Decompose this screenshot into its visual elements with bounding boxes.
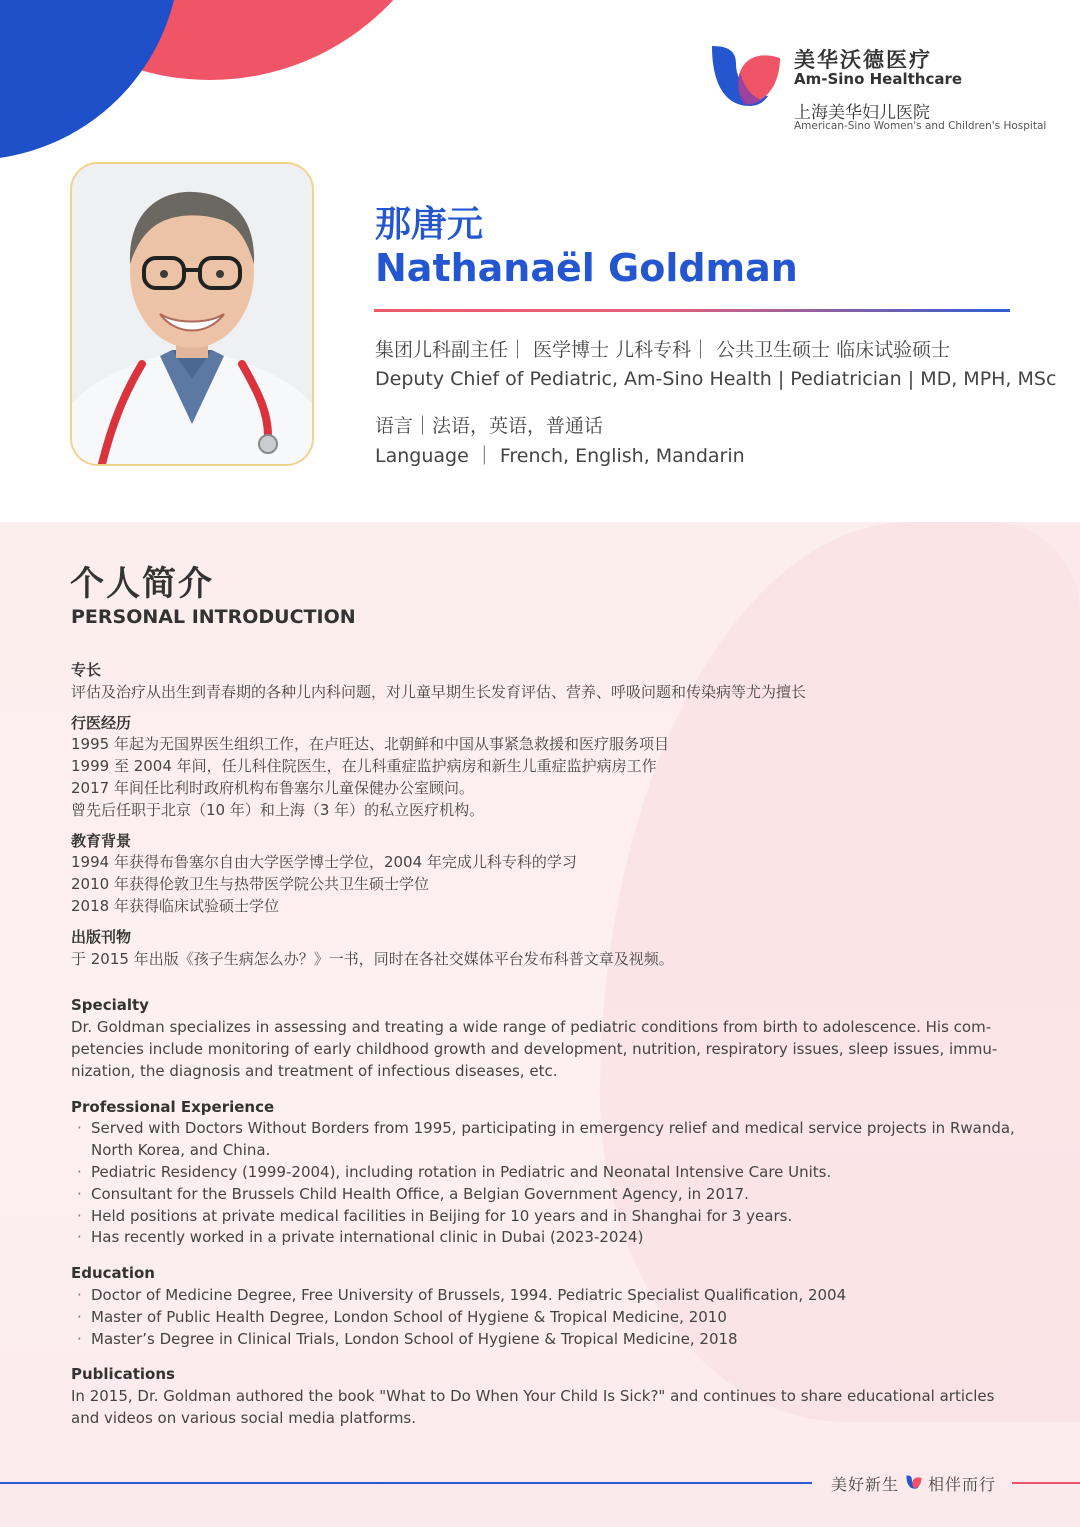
english-introduction xyxy=(71,995,1016,1429)
hospital-logo xyxy=(710,42,1050,142)
cn-specialty-text: 评估及治疗从出生到青春期的各种儿内科问题，对儿童早期生长发育评估、营养、呼吸问题和传染病等尤为擅长 xyxy=(71,682,807,701)
logo-hospital-chinese: 上海美华妇儿医院 xyxy=(794,103,930,123)
introduction-body xyxy=(71,660,1016,1444)
cn-education-heading: 教育背景 xyxy=(71,831,132,850)
list-item: · Has recently worked in a private international clinic in Dubai (2023-2024) xyxy=(71,1227,1016,1249)
doctor-chinese-name: 那唐元 xyxy=(375,204,484,245)
logo-hospital-english: American-Sino Women's and Children's Hospital xyxy=(794,120,1047,132)
decorative-blue-circle xyxy=(0,0,180,160)
en-publications-block xyxy=(71,1364,1016,1429)
cn-publications-heading: 出版刊物 xyxy=(71,927,132,946)
logo-chinese-name: 美华沃德医疗 xyxy=(794,48,932,72)
chinese-introduction xyxy=(71,660,1016,970)
en-experience-heading: Professional Experience xyxy=(71,1097,275,1116)
list-item: 2010 年获得伦敦卫生与热带医学院公共卫生硕士学位 xyxy=(71,875,429,894)
en-specialty-heading: Specialty xyxy=(71,996,149,1015)
list-item: · Master of Public Health Degree, London School of Hygiene & Tropical Medicine, 2010 xyxy=(71,1307,1016,1329)
doctor-language-english: Language ｜ French, English, Mandarin xyxy=(375,445,745,467)
brand-mark-icon xyxy=(906,1474,922,1490)
list-item: · Served with Doctors Without Borders from 1995, participating in emergency relief and medical service projects in Rwanda, North Korea, and China. xyxy=(71,1118,1016,1162)
list-item: 1994 年获得布鲁塞尔自由大学医学博士学位，2004 年完成儿科专科的学习 xyxy=(71,853,577,872)
cn-experience-block xyxy=(71,713,1016,822)
cn-specialty-heading: 专长 xyxy=(71,661,102,679)
en-publications-heading: Publications xyxy=(71,1365,175,1384)
cn-experience-heading: 行医经历 xyxy=(71,713,132,732)
doctor-english-name: Nathanaël Goldman xyxy=(375,246,798,290)
list-item: · Consultant for the Brussels Child Health Office, a Belgian Government Agency, in 2017. xyxy=(71,1184,1016,1206)
logo-english-name: Am-Sino Healthcare xyxy=(794,70,963,88)
footer-slogan-right: 相伴而行 xyxy=(928,1475,997,1494)
name-divider xyxy=(374,309,1010,312)
en-education-heading: Education xyxy=(71,1264,155,1283)
section-title-english: PERSONAL INTRODUCTION xyxy=(71,606,356,628)
cn-education-block xyxy=(71,831,1016,918)
list-item: 1999 至 2004 年间，任儿科住院医生，在儿科重症监护病房和新生儿重症监护病房工作 xyxy=(71,757,657,776)
footer-blue-line xyxy=(0,1482,812,1484)
section-title-chinese: 个人简介 xyxy=(70,564,214,604)
footer-red-line xyxy=(1012,1482,1080,1484)
list-item: · Pediatric Residency (1999-2004), including rotation in Pediatric and Neonatal Intensive Care Units. xyxy=(71,1162,1016,1184)
list-item: · Doctor of Medicine Degree, Free University of Brussels, 1994. Pediatric Specialist Qualification, 2004 xyxy=(71,1285,1016,1307)
en-education-block xyxy=(71,1263,1016,1350)
cn-specialty-block xyxy=(71,660,1016,704)
list-item: · Master’s Degree in Clinical Trials, London School of Hygiene & Tropical Medicine, 2018 xyxy=(71,1329,1016,1351)
list-item: 2017 年间任比利时政府机构布鲁塞尔儿童保健办公室顾问。 xyxy=(71,778,474,797)
cn-publications-block xyxy=(71,927,1016,971)
en-experience-block xyxy=(71,1097,1016,1250)
doctor-portrait xyxy=(70,162,314,466)
doctor-language-chinese: 语言｜法语，英语，普通话 xyxy=(375,415,604,437)
footer-slogan-left: 美好新生 xyxy=(831,1475,900,1494)
cn-publications-text: 于 2015 年出版《孩子生病怎么办？》一书，同时在各社交媒体平台发布科普文章及视频。 xyxy=(71,949,674,968)
list-item: 1995 年起为无国界医生组织工作，在卢旺达、北朝鲜和中国从事紧急救援和医疗服务项目 xyxy=(71,735,669,754)
brand-mark-icon xyxy=(710,42,782,110)
list-item: 曾先后任职于北京（10 年）和上海（3 年）的私立医疗机构。 xyxy=(71,800,485,819)
en-publications-text: In 2015, Dr. Goldman authored the book "What to Do When Your Child Is Sick?" and continues to share educational articles and videos on various social media platforms. xyxy=(71,1387,995,1427)
doctor-title-chinese: 集团儿科副主任｜ 医学博士 儿科专科｜ 公共卫生硕士 临床试验硕士 xyxy=(375,339,951,361)
en-specialty-text: Dr. Goldman specializes in assessing and treating a wide range of pediatric conditions from birth to adolescence. His com-petencies include monitoring of early childhood growth and development, nutrition, respiratory issues, sleep issues, immu-nization, the diagnosis and treatment of infectious diseases, etc. xyxy=(71,1018,998,1080)
en-specialty-block xyxy=(71,995,1016,1082)
list-item: · Held positions at private medical facilities in Beijing for 10 years and in Shanghai for 3 years. xyxy=(71,1206,1016,1228)
doctor-title-english: Deputy Chief of Pediatric, Am-Sino Health | Pediatrician | MD, MPH, MSc xyxy=(375,368,1057,390)
list-item: 2018 年获得临床试验硕士学位 xyxy=(71,896,279,915)
